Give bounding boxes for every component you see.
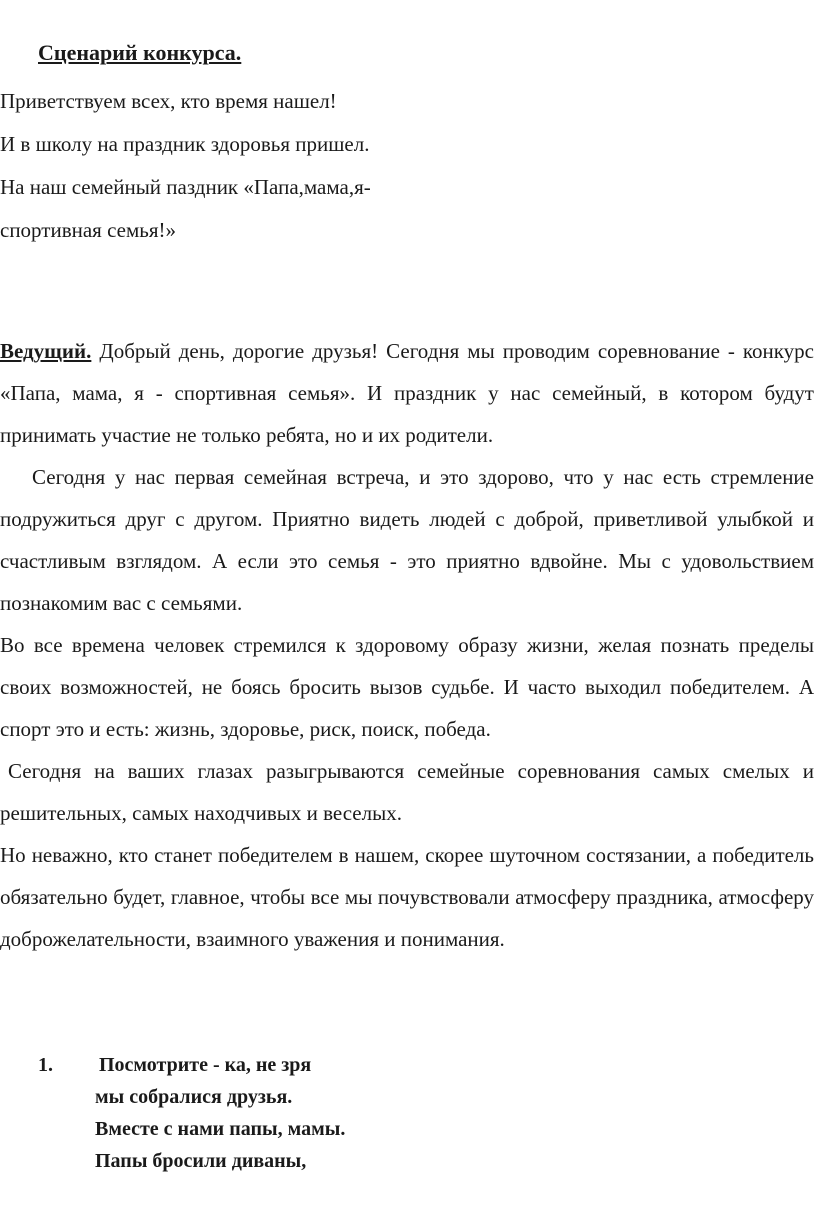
verse-text: [95, 1049, 345, 1177]
paragraph: [0, 330, 814, 456]
verse-line: мы собралися друзья.: [95, 1086, 293, 1108]
paragraph-text: Добрый день, дорогие друзья! Сегодня мы проводим соревнование - конкурс «Папа, мама, я - спортивная семья». И праздник у нас семейный, в котором будут принимать участие не только ребята, но и их родители.: [0, 339, 815, 447]
verse-item: [38, 1049, 345, 1177]
paragraph: Сегодня у нас первая семейная встреча, и это здорово, что у нас есть стремление подружиться друг с другом. Приятно видеть людей с доброй, приветливой улыбкой и счастливым взглядом. А если это семья - это приятно вдвойне. Мы с удовольствием познакомим вас с семьями.: [0, 465, 814, 615]
intro-line: На наш семейный паздник «Папа,мама,я-: [0, 175, 371, 199]
speaker-label: Ведущий.: [0, 339, 92, 363]
verse-line: Папы бросили диваны,: [95, 1150, 307, 1172]
paragraph: Сегодня на ваших глазах разыгрываются семейные соревнования самых смелых и решительных, самых находчивых и веселых.: [0, 759, 814, 825]
intro-line: Приветствуем всех, кто время нашел!: [0, 89, 337, 113]
intro-poem: [0, 80, 816, 252]
paragraph: Но неважно, кто станет победителем в нашем, скорее шуточном состязании, а победитель обязательно будет, главное, чтобы все мы почувствовали атмосферу праздника, атмосферу доброжелательности, взаимного уважения и понимания.: [0, 843, 814, 951]
verse-block: [38, 1049, 345, 1177]
verse-line: Посмотрите - ка, не зря: [99, 1054, 312, 1076]
body-text: [0, 330, 814, 960]
intro-line: спортивная семья!»: [0, 218, 176, 242]
verse-number: 1.: [38, 1054, 53, 1076]
verse-line: Вместе с нами папы, мамы.: [95, 1118, 346, 1140]
page-title: Сценарий конкурса.: [38, 40, 242, 65]
intro-line: И в школу на праздник здоровья пришел.: [0, 132, 370, 156]
paragraph: Во все времена человек стремился к здоровому образу жизни, желая познать пределы своих возможностей, не боясь бросить вызов судьбе. И часто выходил победителем. А спорт это и есть: жизнь, здоровье, риск, поиск, победа.: [0, 633, 814, 741]
